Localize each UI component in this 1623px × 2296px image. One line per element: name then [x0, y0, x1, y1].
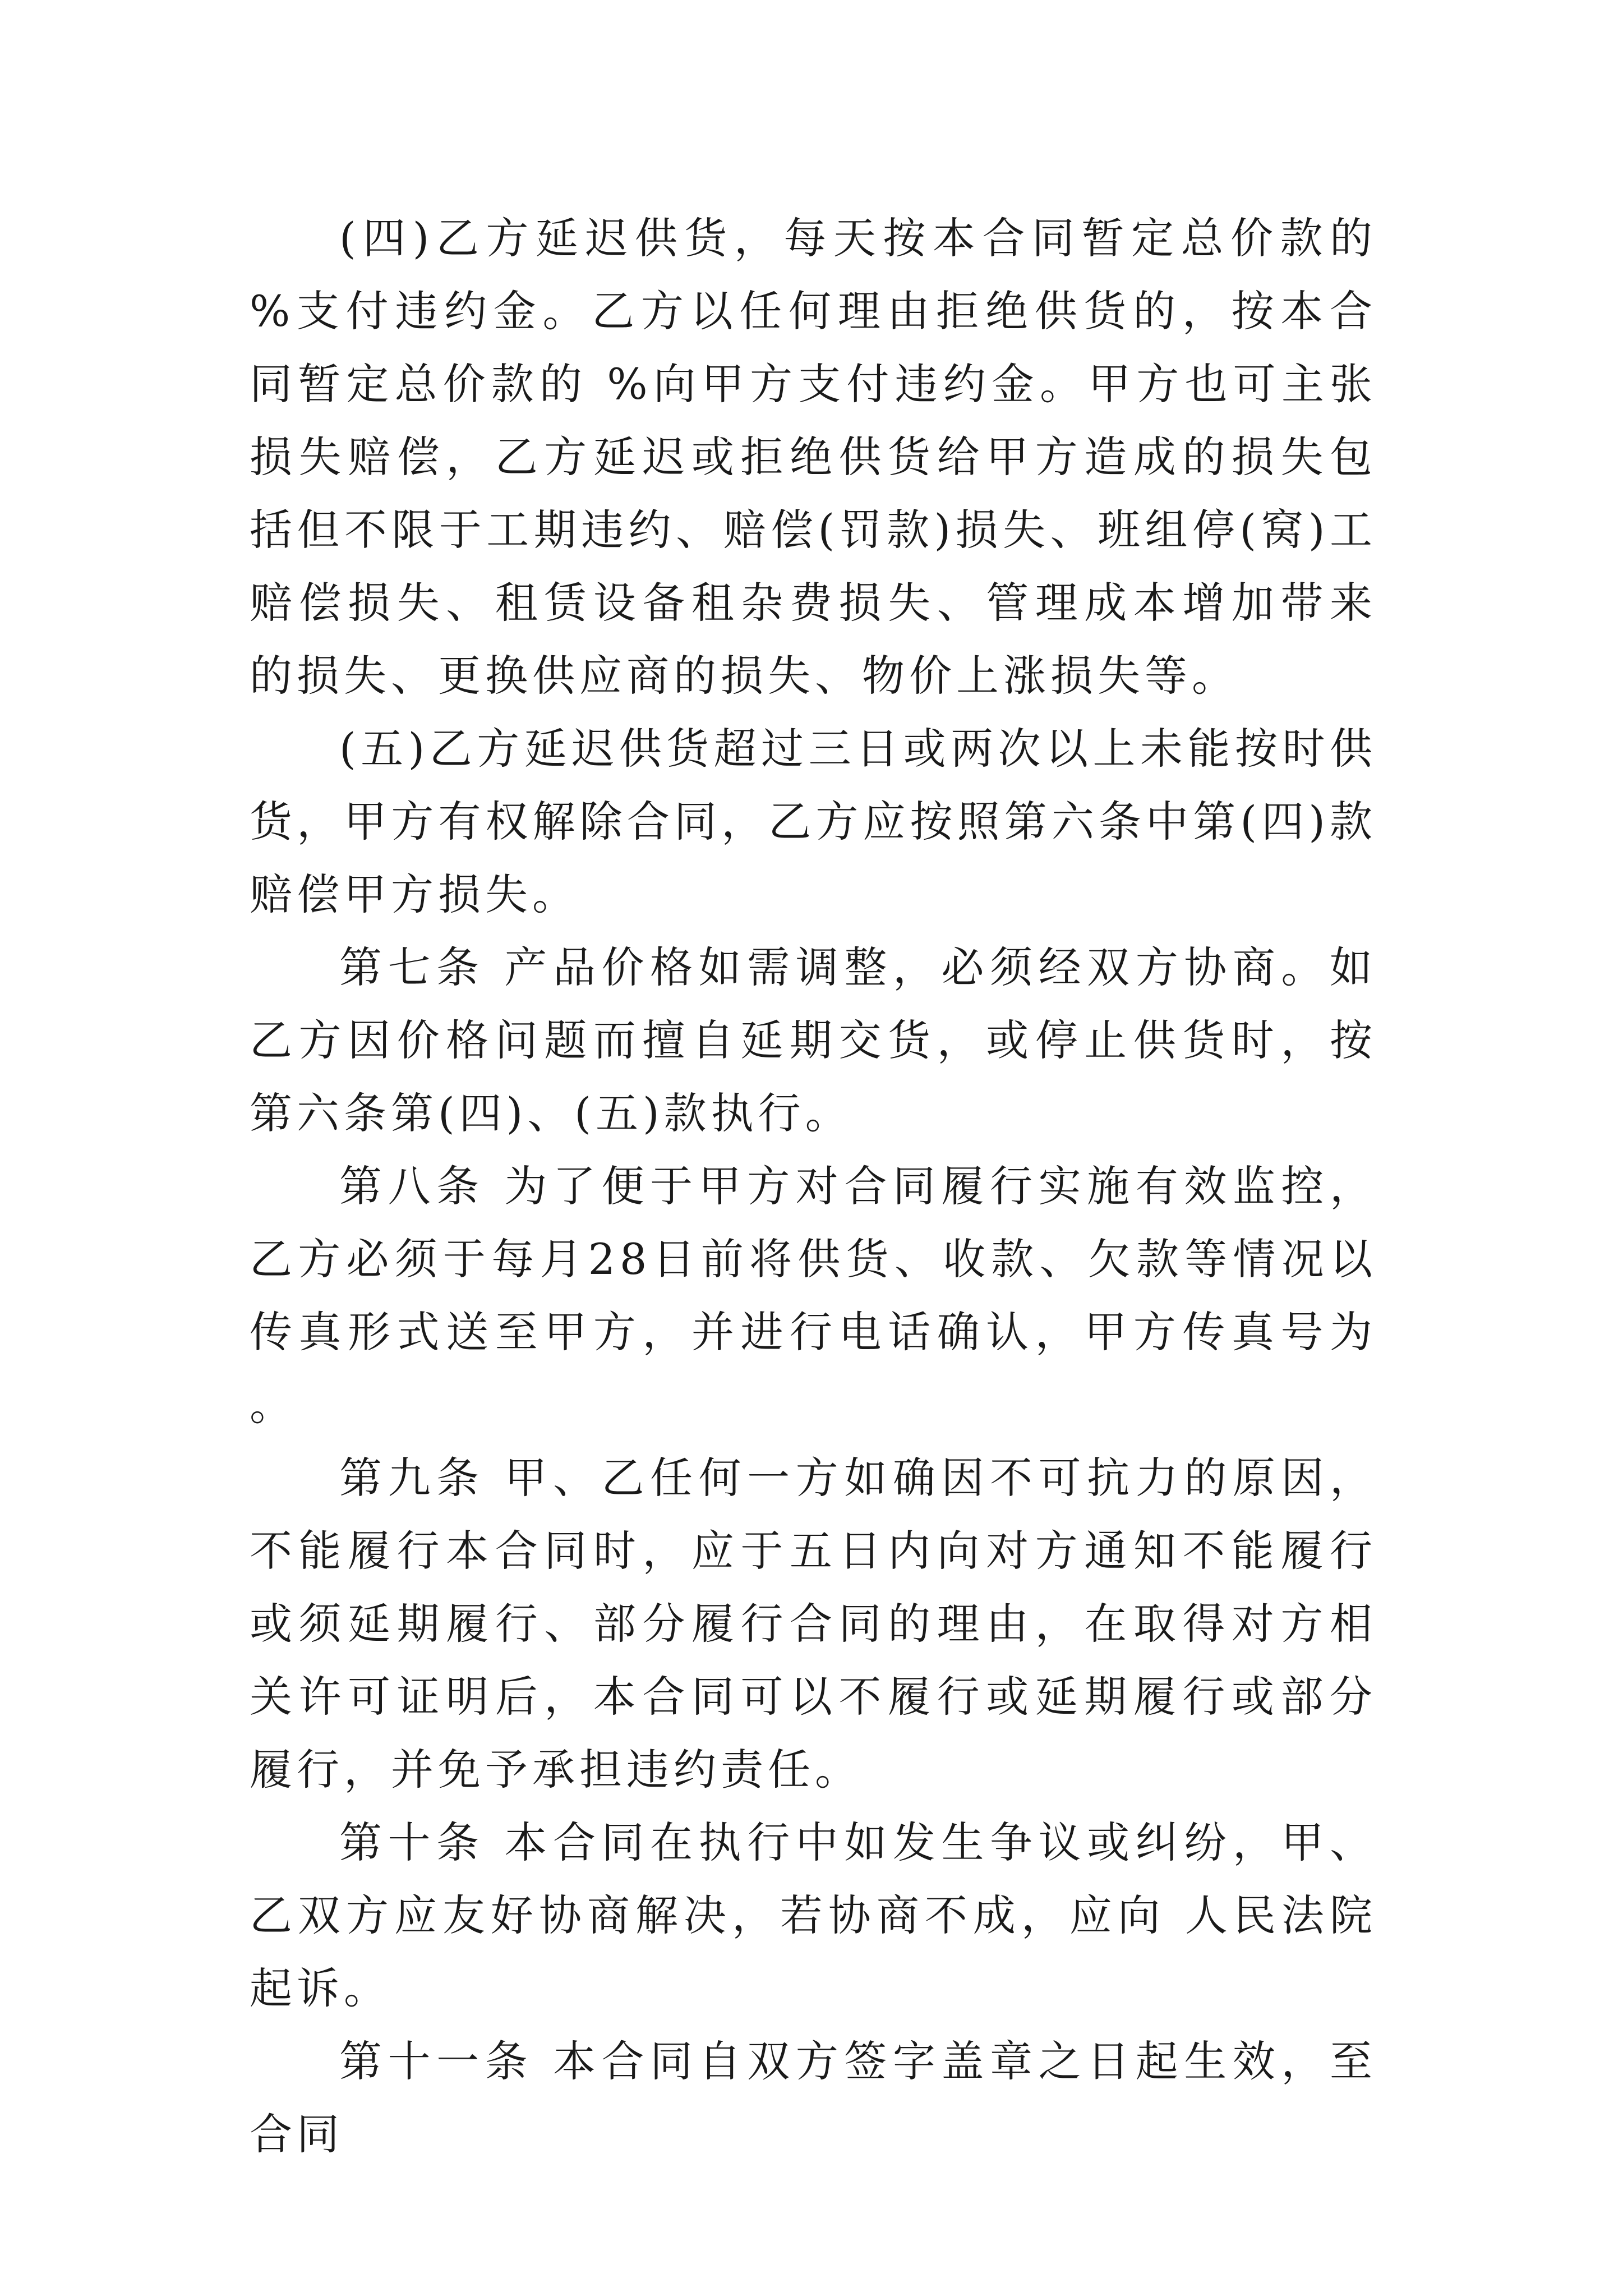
paragraph-clause-6-5: (五)乙方延迟供货超过三日或两次以上未能按时供货，甲方有权解除合同，乙方应按照第六条中第(四)款赔偿甲方损失。 — [250, 724, 1377, 919]
paragraph-article-8: 第八条 为了便于甲方对合同履行实施有效监控，乙方必须于每月28日前将供货、收款、欠款等情况以传真形式送至甲方，并进行电话确认，甲方传真号为 。 — [250, 1161, 1377, 1430]
paragraph-article-7: 第七条 产品价格如需调整，必须经双方协商。如乙方因价格问题而擅自延期交货，或停止供货时，按第六条第(四)、(五)款执行。 — [250, 942, 1377, 1138]
contract-text-body — [250, 202, 1377, 2171]
paragraph-clause-6-4: (四)乙方延迟供货，每天按本合同暂定总价款的 %支付违约金。乙方以任何理由拒绝供货的，按本合同暂定总价款的 %向甲方支付违约金。甲方也可主张损失赔偿，乙方延迟或拒绝供货给甲方造成的损失包括但不限于工期违约、赔偿(罚款)损失、班组停(窝)工赔偿损失、租赁设备租杂费损失、管理成本增加带来的损失、更换供应商的损失、物价上涨损失等。 — [250, 213, 1377, 701]
paragraph-article-11: 第十一条 本合同自双方签字盖章之日起生效，至合同 — [250, 2036, 1377, 2159]
paragraph-article-10: 第十条 本合同在执行中如发生争议或纠纷，甲、乙双方应友好协商解决，若协商不成，应向 人民法院起诉。 — [250, 1818, 1377, 2013]
paragraph-article-9: 第九条 甲、乙任何一方如确因不可抗力的原因，不能履行本合同时，应于五日内向对方通知不能履行或须延期履行、部分履行合同的理由，在取得对方相关许可证明后，本合同可以不履行或延期履行或部分履行，并免予承担违约责任。 — [250, 1453, 1377, 1795]
